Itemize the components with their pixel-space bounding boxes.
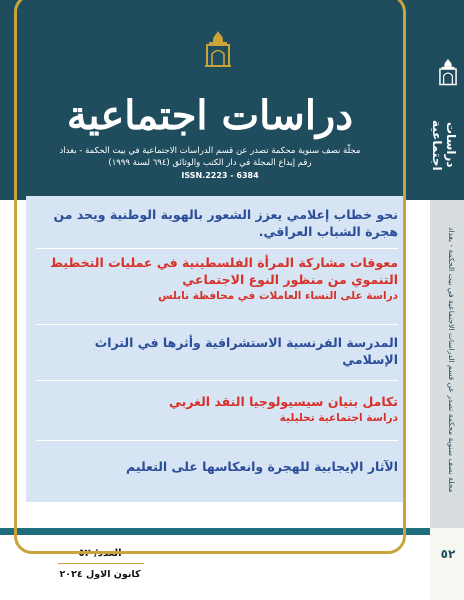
divider [36, 440, 398, 441]
article-title: معوقات مشاركة المرأة الفلسطينية في عمليات التخطيط التنموي من منظور النوع الاجتماعي [49, 255, 398, 287]
article-2[interactable] [36, 254, 398, 305]
issue-divider [58, 563, 144, 564]
issue-date: كانون الاول ٢٠٢٤ [59, 569, 141, 580]
article-title: المدرسة الفرنسية الاستشراقية وأثرها في التراث الإسلامي [94, 335, 398, 367]
spine-title: دراسات اجتماعية [430, 119, 458, 171]
spine-footer [430, 528, 464, 600]
article-5[interactable] [36, 458, 398, 475]
issue-number: العدد/ ٥٢ [78, 548, 122, 559]
journal-title: دراسات اجتماعية [66, 92, 354, 139]
article-subtitle: دراسة اجتماعية تحليلية [279, 412, 398, 424]
article-title: الآثار الإيجابية للهجرة وانعكاسها على التعليم [126, 459, 398, 474]
article-1[interactable] [36, 206, 398, 240]
divider [36, 324, 398, 325]
article-3[interactable] [36, 334, 398, 368]
article-subtitle: دراسة على النساء العاملات في محافظة نابلس [158, 290, 398, 302]
journal-subtitle-line-1: مجلّة نصف سنوية محكمة تصدر عن قسم الدراسات الاجتماعية في بيت الحكمة - بغداد [59, 146, 361, 156]
bayt-al-hikma-logo-icon [203, 30, 233, 68]
article-list [26, 196, 406, 502]
article-title: نحو خطاب إعلامي يعزز الشعور بالهوية الوطنية ويحد من هجرة الشباب العراقي. [53, 207, 398, 239]
article-4[interactable] [36, 393, 398, 427]
footer-bar [0, 528, 430, 535]
journal-subtitle-line-2: رقم إيداع المجلة في دار الكتب والوثائق (٦٩٤ لسنة ١٩٩٩) [108, 158, 312, 168]
article-title: تكامل بنيان سيسيولوجيا النقد الغربي [168, 394, 398, 409]
spine-description: مجلة نصف سنوية محكمة تصدر عن قسم الدراسات الاجتماعية في بيت الحكمة - بغداد [447, 227, 456, 493]
divider [36, 380, 398, 381]
journal-subtitle [40, 145, 380, 169]
divider [36, 248, 398, 249]
spine-issue-number: ٥٢ [440, 547, 456, 561]
spine-logo-icon [437, 58, 459, 86]
issn-number: ISSN.2223 - 6384 [181, 171, 259, 180]
